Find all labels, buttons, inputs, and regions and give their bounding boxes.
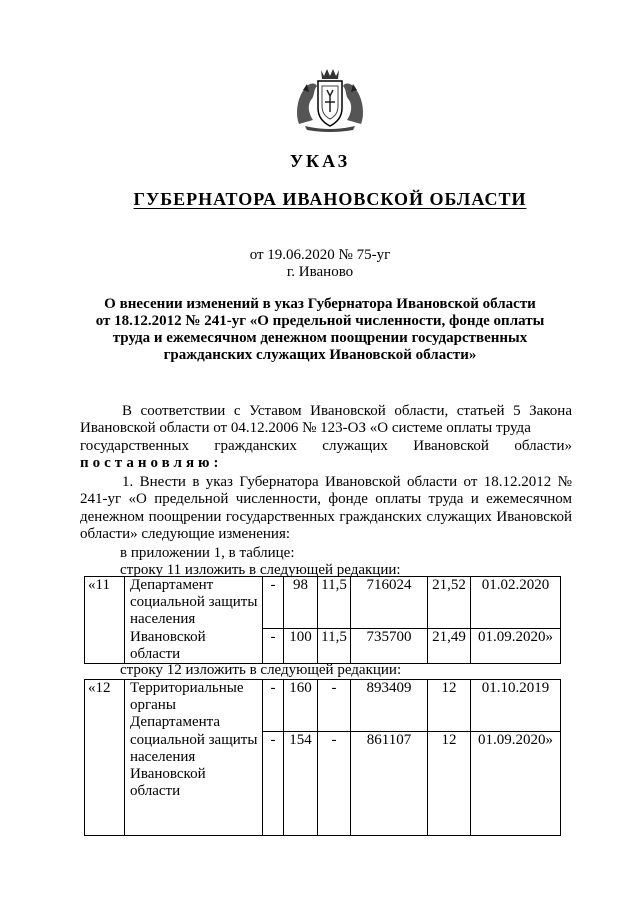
org-name: Территориальные органы Департамента	[125, 680, 263, 732]
row12-table	[84, 679, 561, 836]
appendix-intro: в приложении 1, в таблице:	[120, 545, 295, 561]
cell-pct: 12	[428, 680, 471, 732]
clause-1: 1. Внести в указ Губернатора Ивановской области от 18.12.2012 № 241-уг «О предельной численности, фонде оплаты труда и ежемесячном денежном поощрении государственных гражданских служащих Ивановской области» следующие изменения:	[80, 474, 572, 543]
cell-fund: 716024	[351, 577, 428, 629]
cell-date: 01.02.2020	[471, 577, 561, 629]
cell-count: 160	[284, 680, 318, 732]
table-row	[85, 629, 561, 664]
preamble-last-line: государственных гражданских служащих Ивановской области»	[80, 437, 572, 454]
row11-table	[84, 576, 561, 664]
coat-of-arms-icon	[291, 66, 369, 132]
cell-date: 01.10.2019	[471, 680, 561, 732]
org-name-cont: Ивановской области	[125, 629, 263, 664]
preamble-paragraph	[80, 403, 572, 473]
cell: -	[263, 629, 284, 664]
org-name-cont: социальной защиты населения Ивановской области	[125, 732, 263, 836]
cell-count: 100	[284, 629, 318, 664]
table-row	[85, 732, 561, 836]
cell-fund: 861107	[351, 732, 428, 836]
cell	[85, 732, 125, 836]
resolve-word: постановляю:	[80, 455, 223, 472]
decree-title: УКАЗ	[289, 151, 351, 171]
cell-date: 01.09.2020»	[471, 629, 561, 664]
cell-count: 98	[284, 577, 318, 629]
org-name: Департамент социальной защиты населения	[125, 577, 263, 629]
subject-line: О внесении изменений в указ Губернатора Ивановской области	[104, 296, 536, 312]
date-number: от 19.06.2020 № 75-уг	[249, 247, 391, 263]
cell-coef: -	[318, 680, 351, 732]
subject-line: гражданских служащих Ивановской области»	[163, 347, 477, 363]
subject-line: труда и ежемесячном денежном поощрении государственных	[112, 330, 528, 346]
cell-fund: 735700	[351, 629, 428, 664]
city: г. Иваново	[286, 264, 354, 280]
row12-intro: строку 12 изложить в следующей редакции:	[120, 662, 402, 678]
row11-intro: строку 11 изложить в следующей редакции:	[120, 562, 401, 578]
cell-date: 01.09.2020»	[471, 732, 561, 836]
row-number: «12	[85, 680, 125, 732]
cell-pct: 12	[428, 732, 471, 836]
cell: -	[263, 577, 284, 629]
cell: -	[263, 680, 284, 732]
cell-coef: 11,5	[318, 629, 351, 664]
cell: -	[263, 732, 284, 836]
cell-coef: -	[318, 732, 351, 836]
row-number: «11	[85, 577, 125, 629]
preamble-text: В соответствии с Уставом Ивановской области, статьей 5 Закона Ивановской области от 04.12.2006 № 123-ОЗ «О системе оплаты труда	[80, 403, 572, 437]
cell-coef: 11,5	[318, 577, 351, 629]
cell	[85, 629, 125, 664]
date-block	[0, 247, 640, 281]
cell-fund: 893409	[351, 680, 428, 732]
cell-pct: 21,49	[428, 629, 471, 664]
subject-line: от 18.12.2012 № 241-уг «О предельной численности, фонде оплаты	[95, 313, 545, 329]
decree-subject	[80, 296, 560, 364]
table-row	[85, 577, 561, 629]
cell-pct: 21,52	[428, 577, 471, 629]
cell-count: 154	[284, 732, 318, 836]
decree-issuer: ГУБЕРНАТОРА ИВАНОВСКОЙ ОБЛАСТИ	[133, 189, 527, 209]
table-row	[85, 680, 561, 732]
